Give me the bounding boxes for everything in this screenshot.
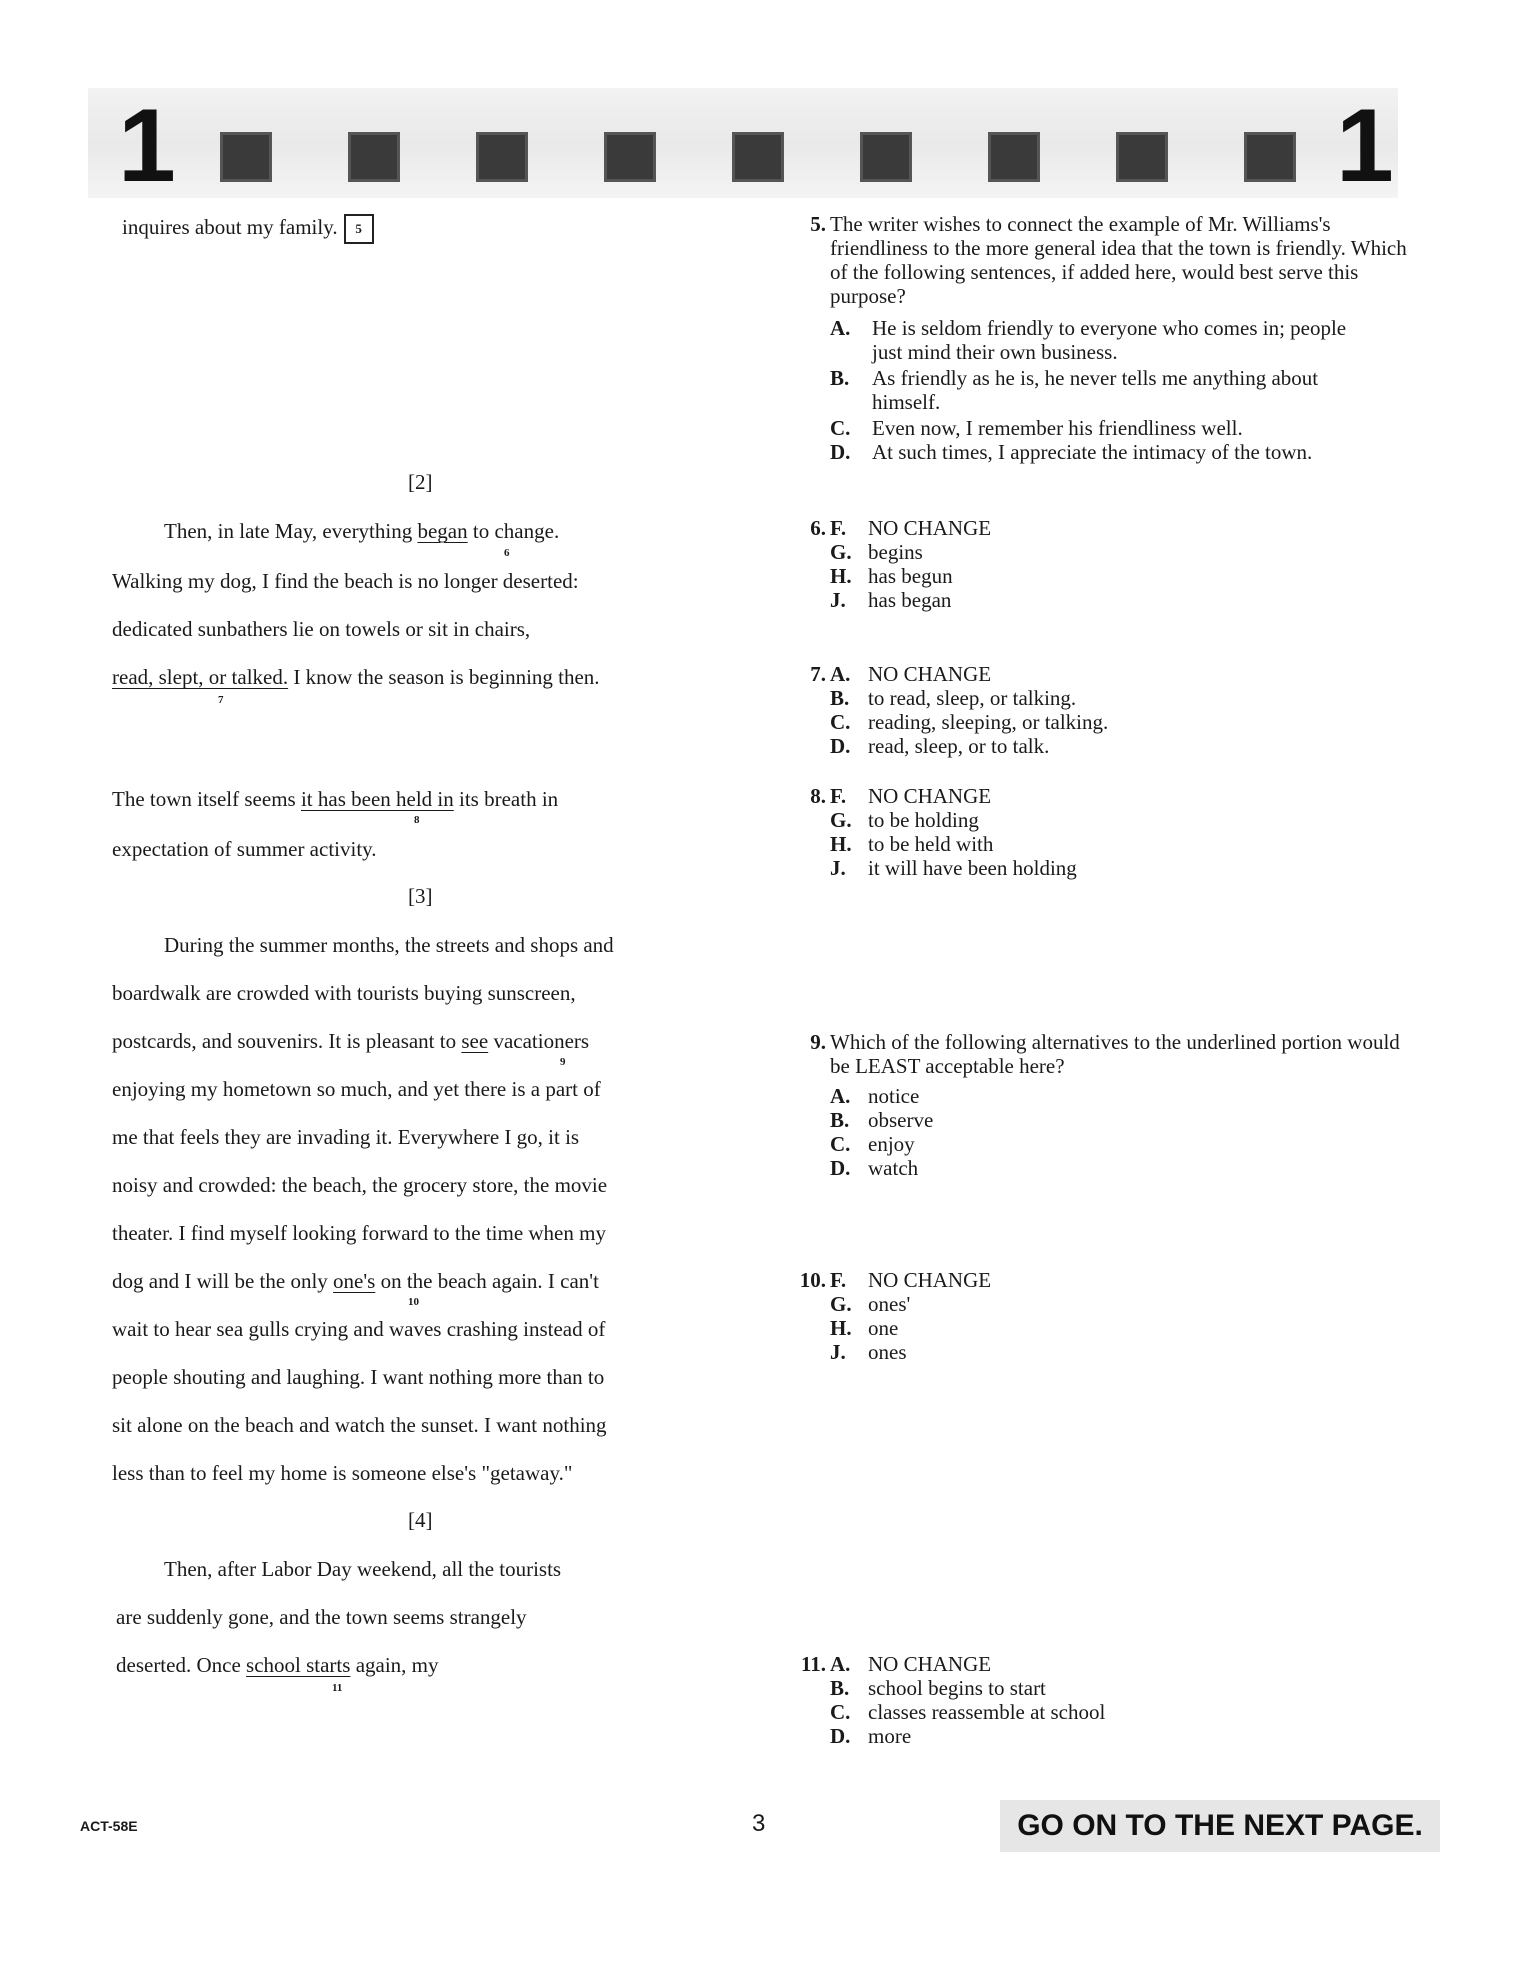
underlined-portion-9[interactable]: see: [461, 1029, 489, 1053]
question-number: 10.: [799, 1268, 826, 1292]
passage-line: read, slept, or talked. I know the season is beginning then.: [112, 665, 600, 689]
answer-option-c[interactable]: C. enjoy: [830, 1132, 915, 1156]
answer-option-a[interactable]: A. He is seldom friendly to everyone who comes in; people just mind their own business.: [830, 316, 1347, 364]
question-number: 9.: [810, 1030, 826, 1054]
question-box-5[interactable]: 5: [344, 214, 374, 244]
answer-option-c[interactable]: C. classes reassemble at school: [830, 1700, 1106, 1724]
passage-line: dog and I will be the only one's on the beach again. I can't: [112, 1269, 599, 1293]
header-square: [732, 132, 784, 182]
answer-option-h[interactable]: H. has begun: [830, 564, 953, 588]
answer-option-d[interactable]: D. At such times, I appreciate the intimacy of the town.: [830, 440, 1313, 464]
passage-line: enjoying my hometown so much, and yet there is a part of: [112, 1077, 601, 1101]
passage-line: Walking my dog, I find the beach is no longer deserted:: [112, 569, 579, 593]
answer-option-j[interactable]: J. ones: [830, 1340, 907, 1364]
section-number-right: 1: [1336, 88, 1394, 204]
answer-option-b[interactable]: B. observe: [830, 1108, 934, 1132]
answer-option-f[interactable]: F. NO CHANGE: [830, 784, 992, 808]
go-on-next-page-banner: GO ON TO THE NEXT PAGE.: [1000, 1800, 1440, 1852]
underline-number-7: 7: [218, 694, 224, 706]
question-number: 5.: [810, 212, 826, 236]
question-stem: The writer wishes to connect the example of Mr. Williams's friendliness to the more general idea that the town is friendly. Which of the following sentences, if added here, would best serve this purpose?: [830, 212, 1407, 308]
answer-option-j[interactable]: J. it will have been holding: [830, 856, 1077, 880]
answer-option-f[interactable]: F. NO CHANGE: [830, 1268, 992, 1292]
underline-number-9: 9: [560, 1056, 566, 1068]
question-stem: Which of the following alternatives to the underlined portion would be LEAST acceptable here?: [830, 1030, 1400, 1078]
answer-option-g[interactable]: G. begins: [830, 540, 923, 564]
answer-option-a[interactable]: A. notice: [830, 1084, 920, 1108]
header-square: [220, 132, 272, 182]
answer-option-b[interactable]: B. to read, sleep, or talking.: [830, 686, 1077, 710]
passage-line: inquires about my family. 5: [122, 214, 374, 244]
underlined-portion-8[interactable]: it has been held in: [300, 787, 454, 811]
form-code: ACT-58E: [80, 1818, 138, 1834]
passage-line: The town itself seems it has been held in its breath in: [112, 787, 559, 811]
answer-option-d[interactable]: D. more: [830, 1724, 912, 1748]
passage-line: people shouting and laughing. I want nothing more than to: [112, 1365, 605, 1389]
header-square: [348, 132, 400, 182]
underline-number-10: 10: [408, 1296, 419, 1308]
passage-line: postcards, and souvenirs. It is pleasant to see vacationers: [112, 1029, 590, 1053]
header-square: [604, 132, 656, 182]
underline-number-6: 6: [504, 547, 510, 559]
section-number-left: 1: [118, 88, 176, 204]
answer-option-a[interactable]: A. NO CHANGE: [830, 662, 992, 686]
answer-option-b[interactable]: B. school begins to start: [830, 1676, 1046, 1700]
underlined-portion-7[interactable]: read, slept, or talked.: [112, 665, 289, 689]
passage-line: dedicated sunbathers lie on towels or sit in chairs,: [112, 617, 531, 641]
answer-option-g[interactable]: G. to be holding: [830, 808, 979, 832]
passage-line: During the summer months, the streets and shops and: [164, 933, 614, 957]
underline-number-11: 11: [332, 1682, 343, 1694]
passage-line: Then, in late May, everything began to change.: [164, 519, 560, 543]
answer-option-h[interactable]: H. one: [830, 1316, 899, 1340]
underlined-portion-6[interactable]: began: [417, 519, 468, 543]
answer-option-f[interactable]: F. NO CHANGE: [830, 516, 992, 540]
header-square: [1244, 132, 1296, 182]
header-square: [860, 132, 912, 182]
passage-line: are suddenly gone, and the town seems strangely: [116, 1605, 527, 1629]
question-number: 8.: [810, 784, 826, 808]
paragraph-marker: [3]: [408, 884, 433, 908]
answer-option-g[interactable]: G. ones': [830, 1292, 911, 1316]
paragraph-marker: [4]: [408, 1508, 433, 1532]
answer-option-j[interactable]: J. has began: [830, 588, 952, 612]
passage-line: wait to hear sea gulls crying and waves crashing instead of: [112, 1317, 606, 1341]
passage-line: sit alone on the beach and watch the sunset. I want nothing: [112, 1413, 607, 1437]
underlined-portion-11[interactable]: school starts: [246, 1653, 351, 1677]
page-number: 3: [752, 1810, 766, 1837]
header-square: [1116, 132, 1168, 182]
paragraph-marker: [2]: [408, 470, 433, 494]
passage-line: me that feels they are invading it. Everywhere I go, it is: [112, 1125, 580, 1149]
passage-line: deserted. Once school starts again, my: [116, 1653, 439, 1677]
passage-line: boardwalk are crowded with tourists buying sunscreen,: [112, 981, 576, 1005]
passage-line: theater. I find myself looking forward to the time when my: [112, 1221, 606, 1245]
answer-option-b[interactable]: B. As friendly as he is, he never tells me anything about himself.: [830, 366, 1319, 414]
passage-line: less than to feel my home is someone else's "getaway.": [112, 1461, 573, 1485]
passage-line: Then, after Labor Day weekend, all the tourists: [164, 1557, 562, 1581]
answer-option-d[interactable]: D. read, sleep, or to talk.: [830, 734, 1050, 758]
underline-number-8: 8: [414, 814, 420, 826]
passage-line: expectation of summer activity.: [112, 837, 377, 861]
passage-line: noisy and crowded: the beach, the grocery store, the movie: [112, 1173, 608, 1197]
question-number: 7.: [810, 662, 826, 686]
answer-option-a[interactable]: A. NO CHANGE: [830, 1652, 992, 1676]
header-square: [476, 132, 528, 182]
answer-option-h[interactable]: H. to be held with: [830, 832, 994, 856]
answer-option-d[interactable]: D. watch: [830, 1156, 919, 1180]
question-number: 11.: [800, 1652, 826, 1676]
question-number: 6.: [810, 516, 826, 540]
answer-option-c[interactable]: C. reading, sleeping, or talking.: [830, 710, 1109, 734]
underlined-portion-10[interactable]: one's: [333, 1269, 376, 1293]
header-square: [988, 132, 1040, 182]
answer-option-c[interactable]: C. Even now, I remember his friendliness well.: [830, 416, 1243, 440]
